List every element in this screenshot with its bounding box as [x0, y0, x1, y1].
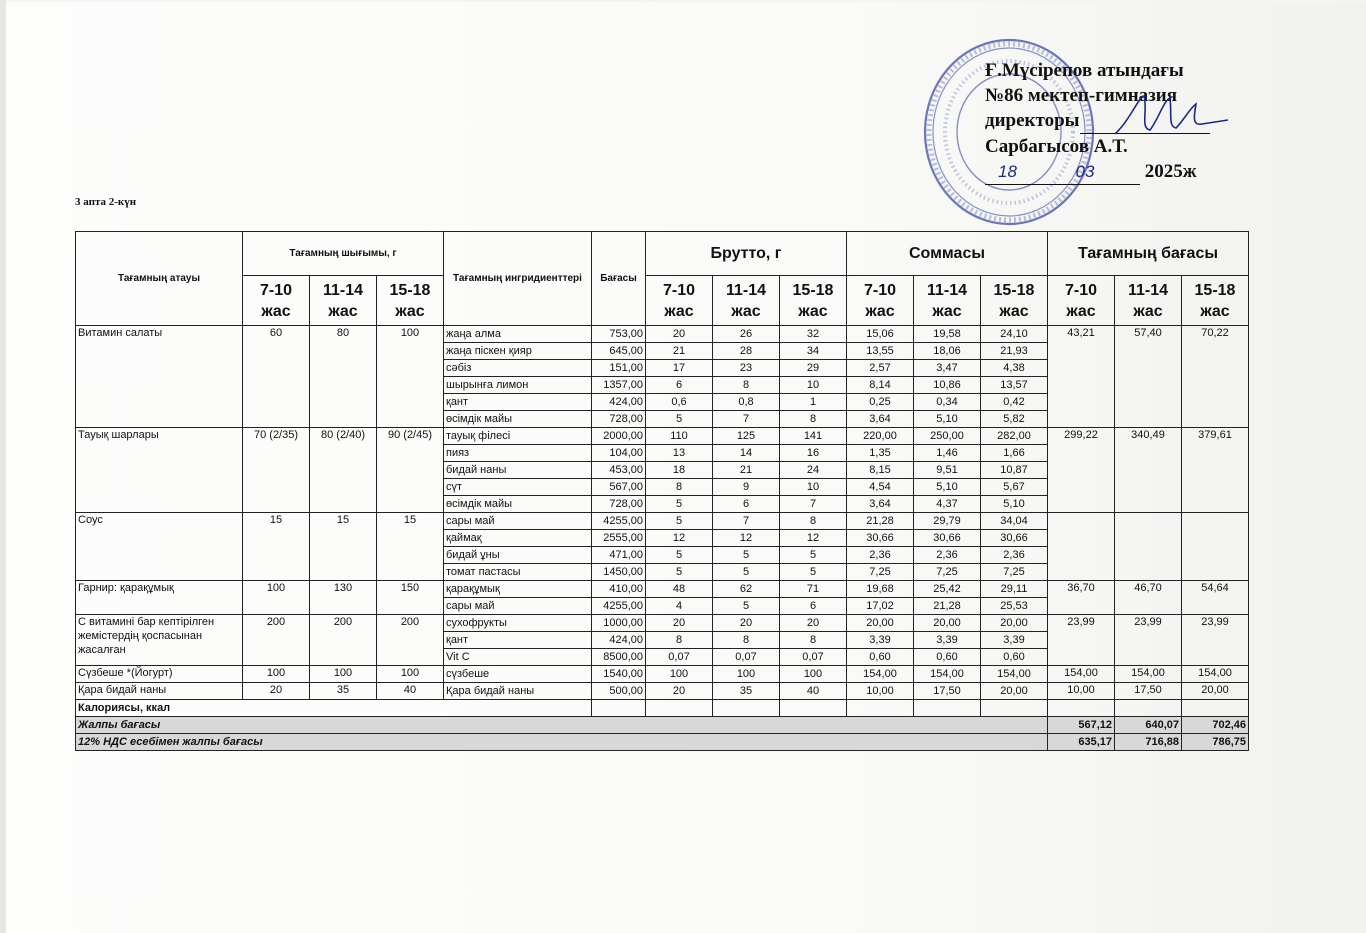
gross-weight: 6 — [646, 377, 713, 394]
gross-weight: 28 — [713, 343, 780, 360]
ingredient-sum: 0,25 — [847, 394, 914, 411]
ingredient-sum: 5,67 — [981, 479, 1048, 496]
ingredient-sum: 10,86 — [914, 377, 981, 394]
ingredient-sum: 4,37 — [914, 496, 981, 513]
gross-weight: 7 — [713, 411, 780, 428]
ingredient-sum: 30,66 — [914, 530, 981, 547]
gross-weight: 5 — [780, 547, 847, 564]
dish-yield: 100 — [377, 666, 444, 683]
ingredient-name: өсімдік майы — [444, 496, 592, 513]
dish-yield: 80 (2/40) — [310, 428, 377, 513]
dish-yield: 200 — [377, 615, 444, 666]
gross-weight: 141 — [780, 428, 847, 445]
ingredient-price: 1357,00 — [592, 377, 646, 394]
gross-weight: 20 — [646, 326, 713, 343]
dish-yield: 130 — [310, 581, 377, 615]
gross-weight: 24 — [780, 462, 847, 479]
dish-yield: 100 — [310, 666, 377, 683]
gross-weight: 5 — [646, 496, 713, 513]
ingredient-name: қант — [444, 394, 592, 411]
dish-price — [1182, 513, 1249, 581]
vat-total-row-value: 716,88 — [1115, 734, 1182, 751]
ingredient-sum: 4,54 — [847, 479, 914, 496]
total-row-value: 567,12 — [1048, 717, 1115, 734]
ingredient-sum: 24,10 — [981, 326, 1048, 343]
calories-cell — [646, 700, 713, 717]
ingredient-name: томат пастасы — [444, 564, 592, 581]
table-row — [76, 428, 1249, 445]
approval-date — [985, 159, 1210, 185]
header-meal-price-age-1: 7-10 жас — [1048, 276, 1115, 326]
gross-weight: 32 — [780, 326, 847, 343]
ingredient-name: бидай наны — [444, 462, 592, 479]
gross-weight: 18 — [646, 462, 713, 479]
ingredient-sum: 0,42 — [981, 394, 1048, 411]
ingredient-sum: 0,60 — [914, 649, 981, 666]
gross-weight: 8 — [780, 411, 847, 428]
gross-weight: 0,07 — [646, 649, 713, 666]
dish-name: Қара бидай наны — [76, 683, 243, 700]
header-yield-age-2: 11-14 жас — [310, 276, 377, 326]
ingredient-sum: 30,66 — [981, 530, 1048, 547]
ingredient-sum: 220,00 — [847, 428, 914, 445]
ingredient-sum: 17,50 — [914, 683, 981, 700]
gross-weight: 0,07 — [780, 649, 847, 666]
dish-price: 154,00 — [1182, 666, 1249, 683]
header-yield-age-1: 7-10 жас — [243, 276, 310, 326]
ingredient-name: шырынға лимон — [444, 377, 592, 394]
ingredient-sum: 5,10 — [914, 411, 981, 428]
calories-cell — [847, 700, 914, 717]
ingredient-sum: 154,00 — [847, 666, 914, 683]
dish-price: 20,00 — [1182, 683, 1249, 700]
dish-yield: 90 (2/45) — [377, 428, 444, 513]
ingredient-sum: 282,00 — [981, 428, 1048, 445]
ingredient-name: сүт — [444, 479, 592, 496]
ingredient-sum: 20,00 — [847, 615, 914, 632]
ingredient-sum: 250,00 — [914, 428, 981, 445]
ingredient-sum: 1,35 — [847, 445, 914, 462]
header-gross-age-1: 7-10 жас — [646, 276, 713, 326]
ingredient-price: 567,00 — [592, 479, 646, 496]
gross-weight: 0,6 — [646, 394, 713, 411]
ingredient-name: жаңа піскен қияр — [444, 343, 592, 360]
gross-weight: 125 — [713, 428, 780, 445]
dish-yield: 80 — [310, 326, 377, 428]
header-gross-age-3: 15-18 жас — [780, 276, 847, 326]
gross-weight: 8 — [780, 513, 847, 530]
header-ingredients: Тағамның ингридиенттері — [444, 232, 592, 326]
ingredient-sum: 154,00 — [914, 666, 981, 683]
gross-weight: 12 — [713, 530, 780, 547]
gross-weight: 5 — [713, 547, 780, 564]
ingredient-sum: 4,38 — [981, 360, 1048, 377]
dish-yield: 60 — [243, 326, 310, 428]
total-row-value: 640,07 — [1115, 717, 1182, 734]
ingredient-sum: 20,00 — [914, 615, 981, 632]
menu-table — [75, 231, 1249, 751]
ingredient-name: қарақұмық — [444, 581, 592, 598]
ingredient-sum: 21,93 — [981, 343, 1048, 360]
table-row — [76, 581, 1249, 598]
dish-price: 379,61 — [1182, 428, 1249, 513]
ingredient-price: 645,00 — [592, 343, 646, 360]
ingredient-price: 500,00 — [592, 683, 646, 700]
ingredient-price: 410,00 — [592, 581, 646, 598]
date-month: 03 — [1030, 159, 1140, 185]
gross-weight: 48 — [646, 581, 713, 598]
vat-total-row-label: 12% НДС есебімен жалпы бағасы — [76, 734, 1048, 751]
week-day-label: 3 апта 2-күн — [75, 196, 137, 208]
dish-yield: 15 — [243, 513, 310, 581]
gross-weight: 20 — [780, 615, 847, 632]
vat-total-row-value: 635,17 — [1048, 734, 1115, 751]
ingredient-name: сары май — [444, 513, 592, 530]
header-meal-price-age-3: 15-18 жас — [1182, 276, 1249, 326]
dish-price: 23,99 — [1048, 615, 1115, 666]
ingredient-price: 4255,00 — [592, 513, 646, 530]
calories-cell — [1182, 700, 1249, 717]
dish-name: Соус — [76, 513, 243, 581]
gross-weight: 5 — [646, 547, 713, 564]
gross-weight: 62 — [713, 581, 780, 598]
header-price: Бағасы — [592, 232, 646, 326]
gross-weight: 5 — [713, 598, 780, 615]
ingredient-sum: 5,10 — [914, 479, 981, 496]
dish-price: 340,49 — [1115, 428, 1182, 513]
ingredient-name: өсімдік майы — [444, 411, 592, 428]
dish-price: 43,21 — [1048, 326, 1115, 428]
ingredient-sum: 0,34 — [914, 394, 981, 411]
gross-weight: 21 — [646, 343, 713, 360]
ingredient-name: Қара бидай наны — [444, 683, 592, 700]
ingredient-sum: 13,55 — [847, 343, 914, 360]
dish-price: 57,40 — [1115, 326, 1182, 428]
ingredient-price: 151,00 — [592, 360, 646, 377]
gross-weight: 6 — [780, 598, 847, 615]
ingredient-sum: 18,06 — [914, 343, 981, 360]
ingredient-sum: 7,25 — [914, 564, 981, 581]
dish-price: 23,99 — [1115, 615, 1182, 666]
ingredient-sum: 17,02 — [847, 598, 914, 615]
ingredient-name: сары май — [444, 598, 592, 615]
ingredient-price: 1540,00 — [592, 666, 646, 683]
ingredient-sum: 13,57 — [981, 377, 1048, 394]
ingredient-sum: 3,39 — [914, 632, 981, 649]
ingredient-name: сухофрукты — [444, 615, 592, 632]
ingredient-sum: 19,68 — [847, 581, 914, 598]
ingredient-sum: 2,36 — [981, 547, 1048, 564]
ingredient-name: жаңа алма — [444, 326, 592, 343]
page-edge — [0, 0, 6, 933]
ingredient-sum: 7,25 — [847, 564, 914, 581]
ingredient-sum: 3,64 — [847, 496, 914, 513]
gross-weight: 20 — [646, 615, 713, 632]
gross-weight: 5 — [646, 564, 713, 581]
gross-weight: 16 — [780, 445, 847, 462]
dish-price: 154,00 — [1115, 666, 1182, 683]
ingredient-price: 4255,00 — [592, 598, 646, 615]
dish-name: Витамин салаты — [76, 326, 243, 428]
ingredient-sum: 25,53 — [981, 598, 1048, 615]
dish-name: Тауық шарлары — [76, 428, 243, 513]
gross-weight: 110 — [646, 428, 713, 445]
date-year: 2025ж — [1144, 161, 1197, 182]
header-meal-price-age-2: 11-14 жас — [1115, 276, 1182, 326]
header-yield: Тағамның шығымы, г — [243, 232, 444, 276]
gross-weight: 5 — [713, 564, 780, 581]
gross-weight: 6 — [713, 496, 780, 513]
ingredient-sum: 29,79 — [914, 513, 981, 530]
ingredient-sum: 19,58 — [914, 326, 981, 343]
ingredient-sum: 0,60 — [847, 649, 914, 666]
dish-price: 46,70 — [1115, 581, 1182, 615]
dish-yield: 200 — [310, 615, 377, 666]
ingredient-name: Vit C — [444, 649, 592, 666]
ingredient-name: қант — [444, 632, 592, 649]
approval-line-school: Ғ.Мүсірепов атындағы — [985, 60, 1184, 81]
dish-yield: 100 — [243, 581, 310, 615]
dish-price — [1115, 513, 1182, 581]
dish-price: 154,00 — [1048, 666, 1115, 683]
ingredient-sum: 21,28 — [914, 598, 981, 615]
dish-yield: 15 — [310, 513, 377, 581]
ingredient-sum: 3,64 — [847, 411, 914, 428]
ingredient-name: пияз — [444, 445, 592, 462]
gross-weight: 1 — [780, 394, 847, 411]
header-sum-age-1: 7-10 жас — [847, 276, 914, 326]
dish-yield: 200 — [243, 615, 310, 666]
ingredient-sum: 25,42 — [914, 581, 981, 598]
ingredient-name: қаймақ — [444, 530, 592, 547]
gross-weight: 34 — [780, 343, 847, 360]
gross-weight: 20 — [646, 683, 713, 700]
dish-name: С витамині бар кептірілген жемістердің қоспасынан жасалған — [76, 615, 243, 666]
gross-weight: 8 — [646, 479, 713, 496]
ingredient-sum: 5,10 — [981, 496, 1048, 513]
calories-cell — [1115, 700, 1182, 717]
ingredient-sum: 154,00 — [981, 666, 1048, 683]
calories-cell — [780, 700, 847, 717]
total-row-value: 702,46 — [1182, 717, 1249, 734]
dish-yield: 35 — [310, 683, 377, 700]
vat-total-row — [76, 734, 1249, 751]
ingredient-sum: 29,11 — [981, 581, 1048, 598]
ingredient-price: 104,00 — [592, 445, 646, 462]
table-row — [76, 683, 1249, 700]
ingredient-sum: 3,47 — [914, 360, 981, 377]
header-yield-age-3: 15-18 жас — [377, 276, 444, 326]
gross-weight: 21 — [713, 462, 780, 479]
ingredient-price: 424,00 — [592, 632, 646, 649]
gross-weight: 0,8 — [713, 394, 780, 411]
ingredient-name: сәбіз — [444, 360, 592, 377]
gross-weight: 8 — [646, 632, 713, 649]
dish-price: 17,50 — [1115, 683, 1182, 700]
gross-weight: 100 — [713, 666, 780, 683]
dish-yield: 100 — [377, 326, 444, 428]
ingredient-sum: 9,51 — [914, 462, 981, 479]
table-row — [76, 513, 1249, 530]
dish-yield: 100 — [243, 666, 310, 683]
calories-cell — [713, 700, 780, 717]
header-sum: Соммасы — [847, 232, 1048, 276]
gross-weight: 8 — [713, 377, 780, 394]
approval-line-name: Сарбагысов А.Т. — [985, 136, 1128, 157]
ingredient-sum: 7,25 — [981, 564, 1048, 581]
ingredient-price: 728,00 — [592, 411, 646, 428]
gross-weight: 5 — [780, 564, 847, 581]
calories-cell — [981, 700, 1048, 717]
ingredient-price: 728,00 — [592, 496, 646, 513]
gross-weight: 26 — [713, 326, 780, 343]
gross-weight: 7 — [713, 513, 780, 530]
ingredient-sum: 3,39 — [847, 632, 914, 649]
ingredient-sum: 0,60 — [981, 649, 1048, 666]
ingredient-sum: 8,14 — [847, 377, 914, 394]
ingredient-name: бидай ұны — [444, 547, 592, 564]
ingredient-sum: 5,82 — [981, 411, 1048, 428]
ingredient-name: сүзбеше — [444, 666, 592, 683]
total-row — [76, 717, 1249, 734]
header-gross: Брутто, г — [646, 232, 847, 276]
director-signature — [1110, 90, 1230, 140]
dish-price: 10,00 — [1048, 683, 1115, 700]
dish-price — [1048, 513, 1115, 581]
gross-weight: 12 — [646, 530, 713, 547]
gross-weight: 35 — [713, 683, 780, 700]
calories-cell — [914, 700, 981, 717]
calories-row — [76, 700, 1249, 717]
ingredient-price: 2555,00 — [592, 530, 646, 547]
ingredient-name: тауық філесі — [444, 428, 592, 445]
header-sum-age-2: 11-14 жас — [914, 276, 981, 326]
vat-total-row-value: 786,75 — [1182, 734, 1249, 751]
ingredient-sum: 3,39 — [981, 632, 1048, 649]
gross-weight: 17 — [646, 360, 713, 377]
ingredient-price: 753,00 — [592, 326, 646, 343]
ingredient-sum: 1,46 — [914, 445, 981, 462]
gross-weight: 4 — [646, 598, 713, 615]
approval-line-gymnasium: №86 мектеп-гимназия — [985, 85, 1178, 106]
dish-price: 70,22 — [1182, 326, 1249, 428]
table-row — [76, 326, 1249, 343]
ingredient-sum: 2,57 — [847, 360, 914, 377]
ingredient-sum: 34,04 — [981, 513, 1048, 530]
dish-yield: 40 — [377, 683, 444, 700]
gross-weight: 8 — [713, 632, 780, 649]
gross-weight: 5 — [646, 513, 713, 530]
ingredient-price: 1000,00 — [592, 615, 646, 632]
dish-name: Сүзбеше *(Йогурт) — [76, 666, 243, 683]
ingredient-price: 2000,00 — [592, 428, 646, 445]
ingredient-sum: 15,06 — [847, 326, 914, 343]
ingredient-sum: 20,00 — [981, 615, 1048, 632]
gross-weight: 0,07 — [713, 649, 780, 666]
dish-price: 23,99 — [1182, 615, 1249, 666]
header-dish-name: Тағамның атауы — [76, 232, 243, 326]
header-sum-age-3: 15-18 жас — [981, 276, 1048, 326]
dish-price: 54,64 — [1182, 581, 1249, 615]
ingredient-sum: 1,66 — [981, 445, 1048, 462]
gross-weight: 14 — [713, 445, 780, 462]
ingredient-sum: 2,36 — [914, 547, 981, 564]
gross-weight: 9 — [713, 479, 780, 496]
dish-name: Гарнир: қарақұмық — [76, 581, 243, 615]
dish-yield: 70 (2/35) — [243, 428, 310, 513]
ingredient-price: 471,00 — [592, 547, 646, 564]
dish-yield: 20 — [243, 683, 310, 700]
header-meal-price: Тағамның бағасы — [1048, 232, 1249, 276]
gross-weight: 71 — [780, 581, 847, 598]
table-row — [76, 615, 1249, 632]
ingredient-sum: 2,36 — [847, 547, 914, 564]
ingredient-sum: 8,15 — [847, 462, 914, 479]
dish-yield: 15 — [377, 513, 444, 581]
gross-weight: 13 — [646, 445, 713, 462]
gross-weight: 12 — [780, 530, 847, 547]
approval-line-director: директоры — [985, 108, 1210, 134]
gross-weight: 8 — [780, 632, 847, 649]
gross-weight: 10 — [780, 479, 847, 496]
dish-price: 299,22 — [1048, 428, 1115, 513]
total-row-label: Жалпы бағасы — [76, 717, 1048, 734]
calories-cell — [592, 700, 646, 717]
gross-weight: 40 — [780, 683, 847, 700]
ingredient-sum: 20,00 — [981, 683, 1048, 700]
gross-weight: 20 — [713, 615, 780, 632]
gross-weight: 100 — [646, 666, 713, 683]
dish-yield: 150 — [377, 581, 444, 615]
header-gross-age-2: 11-14 жас — [713, 276, 780, 326]
calories-label: Калориясы, ккал — [76, 700, 592, 717]
dish-price: 36,70 — [1048, 581, 1115, 615]
calories-cell — [1048, 700, 1115, 717]
table-row — [76, 666, 1249, 683]
ingredient-sum: 10,87 — [981, 462, 1048, 479]
gross-weight: 10 — [780, 377, 847, 394]
date-day: 18 — [985, 159, 1030, 185]
gross-weight: 100 — [780, 666, 847, 683]
ingredient-price: 424,00 — [592, 394, 646, 411]
gross-weight: 5 — [646, 411, 713, 428]
ingredient-price: 453,00 — [592, 462, 646, 479]
gross-weight: 29 — [780, 360, 847, 377]
ingredient-sum: 21,28 — [847, 513, 914, 530]
gross-weight: 7 — [780, 496, 847, 513]
ingredient-sum: 30,66 — [847, 530, 914, 547]
ingredient-sum: 10,00 — [847, 683, 914, 700]
ingredient-price: 8500,00 — [592, 649, 646, 666]
ingredient-price: 1450,00 — [592, 564, 646, 581]
gross-weight: 23 — [713, 360, 780, 377]
